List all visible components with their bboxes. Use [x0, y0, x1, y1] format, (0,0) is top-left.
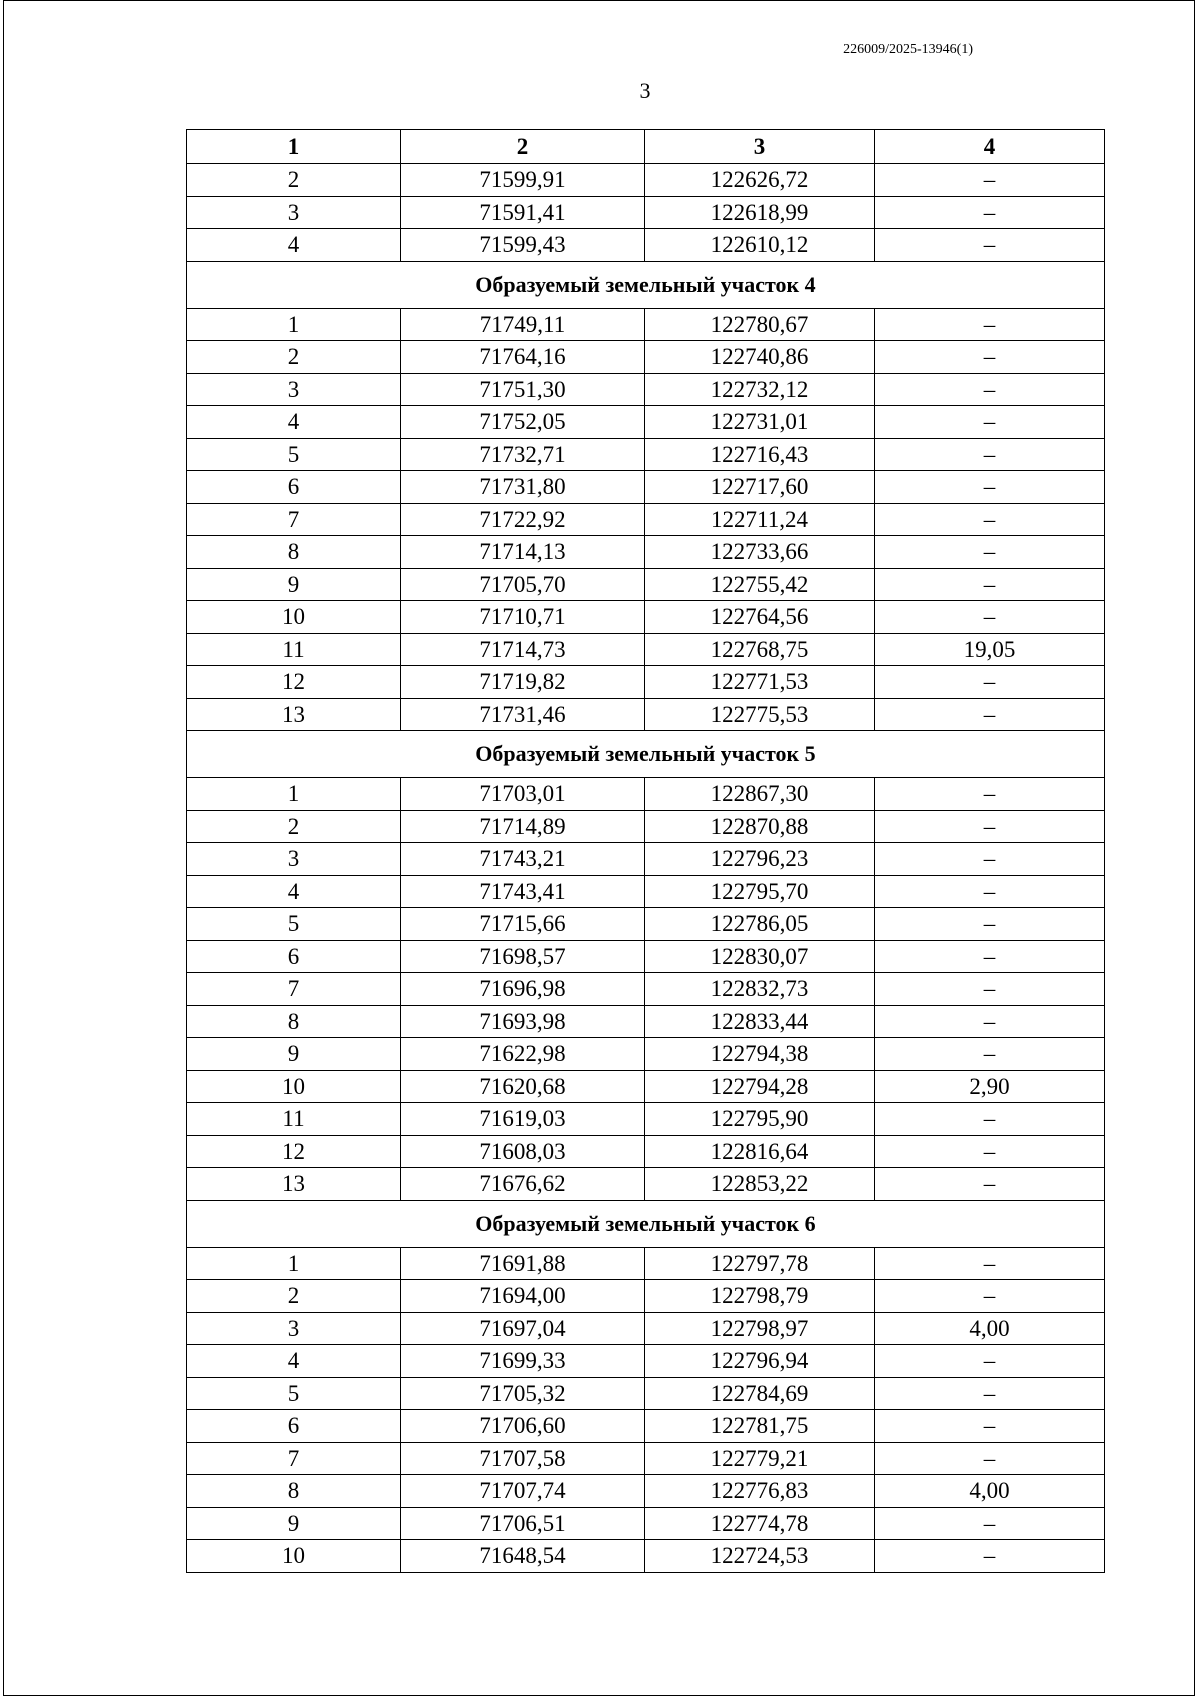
table-cell: 4: [187, 406, 401, 439]
table-cell: 3: [187, 1312, 401, 1345]
table-cell: –: [875, 666, 1105, 699]
table-row: [187, 341, 1105, 374]
table-cell: –: [875, 973, 1105, 1006]
table-cell: 5: [187, 438, 401, 471]
table-cell: 9: [187, 568, 401, 601]
table-cell: 71705,32: [401, 1377, 645, 1410]
table-cell: 71694,00: [401, 1280, 645, 1313]
table-cell: 11: [187, 1103, 401, 1136]
table-cell: 3: [187, 843, 401, 876]
section-header-row: [187, 1200, 1105, 1247]
table-row: [187, 940, 1105, 973]
table-cell: 122832,73: [645, 973, 875, 1006]
table-cell: 4: [187, 875, 401, 908]
table-cell: –: [875, 843, 1105, 876]
table-cell: –: [875, 908, 1105, 941]
document-reference-number: 226009/2025-13946(1): [843, 42, 973, 57]
table-cell: 71699,33: [401, 1345, 645, 1378]
table-cell: 122830,07: [645, 940, 875, 973]
table-cell: –: [875, 1507, 1105, 1540]
table-cell: 122768,75: [645, 633, 875, 666]
table-row: [187, 1005, 1105, 1038]
table-cell: 71706,60: [401, 1410, 645, 1443]
table-cell: –: [875, 536, 1105, 569]
table-cell: 1: [187, 778, 401, 811]
table-cell: 71693,98: [401, 1005, 645, 1038]
table-header-row: [187, 130, 1105, 164]
table-cell: 71731,80: [401, 471, 645, 504]
table-cell: 71731,46: [401, 698, 645, 731]
table-cell: 122816,64: [645, 1135, 875, 1168]
table-row: [187, 568, 1105, 601]
table-row: [187, 229, 1105, 262]
table-row: [187, 503, 1105, 536]
table-cell: 71707,58: [401, 1442, 645, 1475]
table-cell: –: [875, 406, 1105, 439]
table-cell: –: [875, 503, 1105, 536]
table-cell: 9: [187, 1507, 401, 1540]
table-row: [187, 1280, 1105, 1313]
table-cell: 122717,60: [645, 471, 875, 504]
table-row: [187, 875, 1105, 908]
table-cell: 71622,98: [401, 1038, 645, 1071]
table-cell: 122775,53: [645, 698, 875, 731]
table-cell: 1: [187, 308, 401, 341]
section-title: Образуемый земельный участок 6: [187, 1200, 1105, 1247]
table-row: [187, 406, 1105, 439]
table-cell: 71691,88: [401, 1247, 645, 1280]
table-cell: 19,05: [875, 633, 1105, 666]
table-cell: 71697,04: [401, 1312, 645, 1345]
table-cell: 122771,53: [645, 666, 875, 699]
table-cell: 71714,89: [401, 810, 645, 843]
section-header-row: [187, 731, 1105, 778]
table-cell: –: [875, 1038, 1105, 1071]
table-cell: 71751,30: [401, 373, 645, 406]
table-cell: 71743,21: [401, 843, 645, 876]
table-row: [187, 1507, 1105, 1540]
table-cell: –: [875, 341, 1105, 374]
table-row: [187, 1410, 1105, 1443]
table-cell: 13: [187, 1168, 401, 1201]
table-cell: 122610,12: [645, 229, 875, 262]
table-cell: 5: [187, 908, 401, 941]
section-header-row: [187, 261, 1105, 308]
table-cell: 7: [187, 1442, 401, 1475]
table-cell: –: [875, 568, 1105, 601]
table-cell: –: [875, 438, 1105, 471]
table-cell: –: [875, 601, 1105, 634]
table-cell: 7: [187, 973, 401, 1006]
table-row: [187, 810, 1105, 843]
table-cell: 71714,13: [401, 536, 645, 569]
table-row: [187, 1038, 1105, 1071]
table-cell: –: [875, 698, 1105, 731]
table-cell: 71714,73: [401, 633, 645, 666]
table-row: [187, 1135, 1105, 1168]
table-cell: 122618,99: [645, 196, 875, 229]
coordinates-table: [186, 129, 1105, 1573]
table-cell: –: [875, 164, 1105, 197]
table-cell: –: [875, 308, 1105, 341]
section-title: Образуемый земельный участок 5: [187, 731, 1105, 778]
table-row: [187, 973, 1105, 1006]
table-cell: 2: [187, 1280, 401, 1313]
table-row: [187, 1345, 1105, 1378]
table-row: [187, 164, 1105, 197]
table-row: [187, 196, 1105, 229]
table-cell: 122755,42: [645, 568, 875, 601]
table-row: [187, 1442, 1105, 1475]
table-cell: 71732,71: [401, 438, 645, 471]
table-cell: 13: [187, 698, 401, 731]
column-header: 3: [645, 130, 875, 164]
table-row: [187, 536, 1105, 569]
table-row: [187, 666, 1105, 699]
table-cell: 6: [187, 471, 401, 504]
table-row: [187, 698, 1105, 731]
table-cell: 4: [187, 1345, 401, 1378]
table-cell: 122711,24: [645, 503, 875, 536]
table-cell: 2: [187, 341, 401, 374]
column-header: 1: [187, 130, 401, 164]
table-row: [187, 633, 1105, 666]
table-cell: 12: [187, 1135, 401, 1168]
page-number: 3: [639, 78, 651, 103]
table-cell: 71599,91: [401, 164, 645, 197]
table-cell: 122731,01: [645, 406, 875, 439]
table-cell: 122780,67: [645, 308, 875, 341]
table-cell: 71620,68: [401, 1070, 645, 1103]
table-cell: 71676,62: [401, 1168, 645, 1201]
table-cell: –: [875, 1540, 1105, 1573]
table-cell: 122797,78: [645, 1247, 875, 1280]
table-cell: 122795,90: [645, 1103, 875, 1136]
table-cell: 9: [187, 1038, 401, 1071]
table-cell: 2,90: [875, 1070, 1105, 1103]
table-cell: 3: [187, 196, 401, 229]
table-cell: 6: [187, 940, 401, 973]
table-cell: 122794,28: [645, 1070, 875, 1103]
table-row: [187, 1247, 1105, 1280]
column-header: 4: [875, 130, 1105, 164]
table-cell: 122798,79: [645, 1280, 875, 1313]
table-cell: –: [875, 1345, 1105, 1378]
table-cell: –: [875, 875, 1105, 908]
table-cell: 71648,54: [401, 1540, 645, 1573]
table-cell: –: [875, 1377, 1105, 1410]
table-cell: 122796,94: [645, 1345, 875, 1378]
table-row: [187, 1103, 1105, 1136]
table-cell: 7: [187, 503, 401, 536]
table-cell: 71619,03: [401, 1103, 645, 1136]
table-cell: 122795,70: [645, 875, 875, 908]
table-cell: 10: [187, 1540, 401, 1573]
table-cell: 5: [187, 1377, 401, 1410]
table-cell: 8: [187, 536, 401, 569]
table-cell: 122784,69: [645, 1377, 875, 1410]
table-cell: 122853,22: [645, 1168, 875, 1201]
table-cell: 2: [187, 810, 401, 843]
table-cell: 122774,78: [645, 1507, 875, 1540]
table-cell: 1: [187, 1247, 401, 1280]
table-cell: –: [875, 940, 1105, 973]
table-cell: 71608,03: [401, 1135, 645, 1168]
table-cell: 122764,56: [645, 601, 875, 634]
table-cell: 71715,66: [401, 908, 645, 941]
table-cell: 12: [187, 666, 401, 699]
table-cell: 71707,74: [401, 1475, 645, 1508]
table-cell: 122733,66: [645, 536, 875, 569]
table-cell: 122781,75: [645, 1410, 875, 1443]
table-cell: –: [875, 1103, 1105, 1136]
table-cell: 10: [187, 1070, 401, 1103]
table-row: [187, 908, 1105, 941]
table-cell: 4,00: [875, 1312, 1105, 1345]
table-row: [187, 471, 1105, 504]
table-cell: 71743,41: [401, 875, 645, 908]
table-row: [187, 843, 1105, 876]
table-body: [187, 164, 1105, 1573]
table-cell: 4: [187, 229, 401, 262]
table-cell: 71764,16: [401, 341, 645, 374]
table-row: [187, 601, 1105, 634]
table-cell: 122794,38: [645, 1038, 875, 1071]
table-cell: 71696,98: [401, 973, 645, 1006]
table-cell: 122724,53: [645, 1540, 875, 1573]
table-row: [187, 1070, 1105, 1103]
table-cell: 71722,92: [401, 503, 645, 536]
table-cell: 3: [187, 373, 401, 406]
section-title: Образуемый земельный участок 4: [187, 261, 1105, 308]
table-cell: 71599,43: [401, 229, 645, 262]
table-cell: –: [875, 1135, 1105, 1168]
table-cell: 122740,86: [645, 341, 875, 374]
table-cell: 122779,21: [645, 1442, 875, 1475]
table-cell: 71710,71: [401, 601, 645, 634]
table-cell: 4,00: [875, 1475, 1105, 1508]
table-cell: 10: [187, 601, 401, 634]
table-cell: 122776,83: [645, 1475, 875, 1508]
table-cell: 122626,72: [645, 164, 875, 197]
table-cell: –: [875, 1005, 1105, 1038]
table-row: [187, 1540, 1105, 1573]
table-cell: 2: [187, 164, 401, 197]
table-cell: 122732,12: [645, 373, 875, 406]
table-cell: 71698,57: [401, 940, 645, 973]
table-cell: 122716,43: [645, 438, 875, 471]
column-header: 2: [401, 130, 645, 164]
table-row: [187, 1168, 1105, 1201]
table-cell: 122867,30: [645, 778, 875, 811]
table-cell: 71706,51: [401, 1507, 645, 1540]
table-row: [187, 778, 1105, 811]
table-cell: –: [875, 778, 1105, 811]
table-cell: –: [875, 196, 1105, 229]
table-row: [187, 1475, 1105, 1508]
table-cell: 8: [187, 1005, 401, 1038]
table-cell: –: [875, 1280, 1105, 1313]
table-row: [187, 1377, 1105, 1410]
table-cell: 11: [187, 633, 401, 666]
table-cell: 122796,23: [645, 843, 875, 876]
table-row: [187, 373, 1105, 406]
table-cell: –: [875, 1168, 1105, 1201]
table-cell: –: [875, 1247, 1105, 1280]
table-cell: –: [875, 1442, 1105, 1475]
table-cell: 122786,05: [645, 908, 875, 941]
table-cell: –: [875, 1410, 1105, 1443]
table-cell: –: [875, 373, 1105, 406]
table-row: [187, 308, 1105, 341]
table-cell: 6: [187, 1410, 401, 1443]
table-cell: 71591,41: [401, 196, 645, 229]
table-row: [187, 1312, 1105, 1345]
table-cell: –: [875, 810, 1105, 843]
table-cell: 122833,44: [645, 1005, 875, 1038]
table-cell: 8: [187, 1475, 401, 1508]
table-cell: 122798,97: [645, 1312, 875, 1345]
table-cell: 71705,70: [401, 568, 645, 601]
table-cell: –: [875, 229, 1105, 262]
table-cell: 122870,88: [645, 810, 875, 843]
table-cell: –: [875, 471, 1105, 504]
table-cell: 71752,05: [401, 406, 645, 439]
table-cell: 71703,01: [401, 778, 645, 811]
table-cell: 71749,11: [401, 308, 645, 341]
table-row: [187, 438, 1105, 471]
table-cell: 71719,82: [401, 666, 645, 699]
